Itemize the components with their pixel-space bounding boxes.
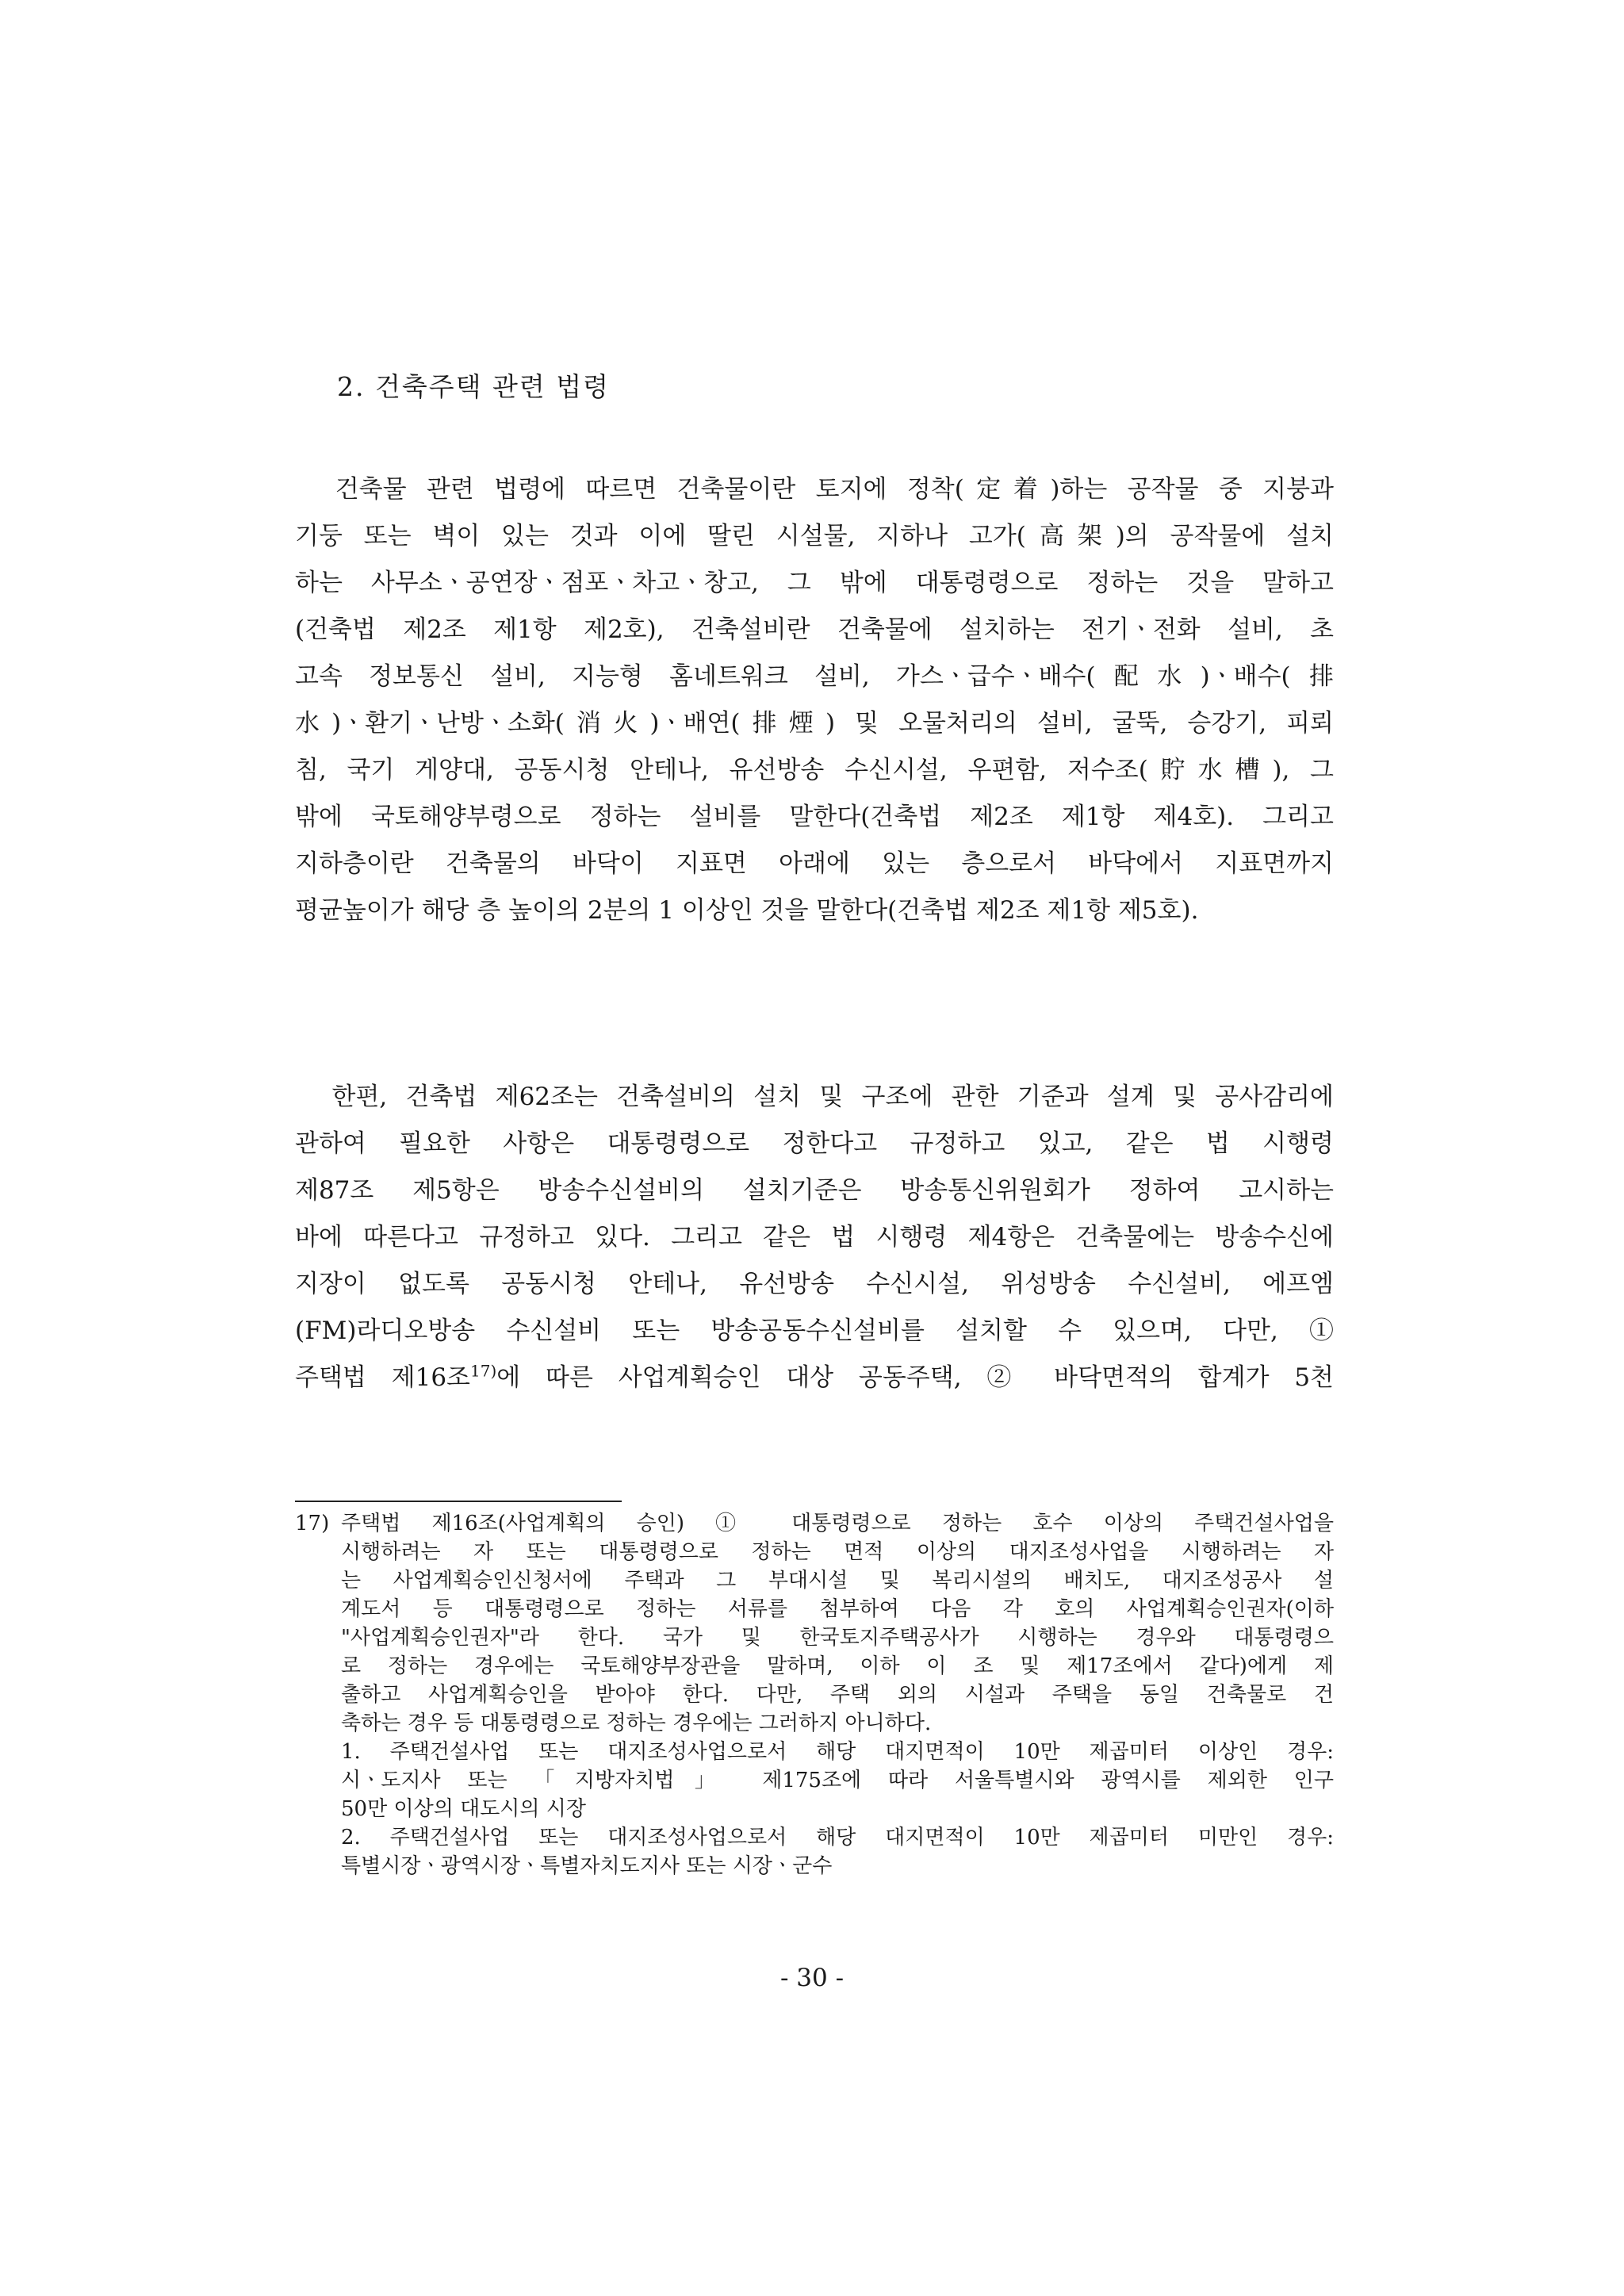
paragraph-line: 건축물 관련 법령에 따르면 건축물이란 토지에 정착(定着)하는 공작물 중 지붕과 — [295, 475, 1334, 504]
paragraph-text: 주택법 제16조 — [295, 1363, 470, 1392]
paragraph-line: 하는 사무소ㆍ공연장ㆍ점포ㆍ차고ㆍ창고, 그 밖에 대통령령으로 정하는 것을 말하고 — [295, 569, 1334, 597]
footnote-marker: 17) — [295, 1512, 330, 1535]
footnote-list-item: 2. 주택건설사업 또는 대지조성사업으로서 해당 대지면적이 10만 제곱미터 미만인 경우: — [341, 1826, 1334, 1849]
footnote-line: 계도서 등 대통령령으로 정하는 서류를 첨부하여 다음 각 호의 사업계획승인권자(이하 — [341, 1597, 1334, 1621]
footnote-line — [295, 1509, 1334, 1538]
paragraph-line-with-footnote-ref — [295, 1355, 1334, 1401]
footnote-line: 특별시장ㆍ광역시장ㆍ특별자치도지사 또는 시장ㆍ군수 — [341, 1854, 833, 1878]
footnote-list-item: 1. 주택건설사업 또는 대지조성사업으로서 해당 대지면적이 10만 제곱미터 이상인 경우: — [341, 1740, 1334, 1764]
paragraph-line: 평균높이가 해당 층 높이의 2분의 1 이상인 것을 말한다(건축법 제2조 제1항 제5호). — [295, 896, 1199, 925]
footnote-line: 는 사업계획승인신청서에 주택과 그 부대시설 및 복리시설의 배치도, 대지조성공사 설 — [341, 1569, 1334, 1593]
paragraph-line: 제87조 제5항은 방송수신설비의 설치기준은 방송통신위원회가 정하여 고시하는 — [295, 1176, 1334, 1205]
paragraph-building-definitions — [295, 466, 1334, 934]
paragraph-line: 지하층이란 건축물의 바닥이 지표면 아래에 있는 층으로서 바닥에서 지표면까지 — [295, 849, 1334, 878]
paragraph-line: 침, 국기 게양대, 공동시청 안테나, 유선방송 수신시설, 우편함, 저수조(貯水槽), 그 — [295, 756, 1334, 784]
footnote — [295, 1509, 1334, 1880]
footnote-line: 출하고 사업계획승인을 받아야 한다. 다만, 주택 외의 시설과 주택을 동일 건축물로 건 — [341, 1683, 1334, 1707]
paragraph-broadcast-facilities — [295, 1074, 1334, 1401]
paragraph-line: 고속 정보통신 설비, 지능형 홈네트워크 설비, 가스ㆍ급수ㆍ배수(配水)ㆍ배수(排 — [295, 662, 1334, 691]
paragraph-text: 에 따른 사업계획승인 대상 공동주택, ② 바닥면적의 합계가 5천 — [496, 1363, 1334, 1392]
footnote-separator — [295, 1501, 622, 1502]
paragraph-line: 관하여 필요한 사항은 대통령령으로 정한다고 규정하고 있고, 같은 법 시행령 — [295, 1129, 1334, 1158]
footnote-line: 50만 이상의 대도시의 시장 — [341, 1797, 587, 1821]
footnote-line: "사업계획승인권자"라 한다. 국가 및 한국토지주택공사가 시행하는 경우와 대통령령으 — [341, 1626, 1334, 1650]
paragraph-line: 한편, 건축법 제62조는 건축설비의 설치 및 구조에 관한 기준과 설계 및 공사감리에 — [295, 1083, 1334, 1111]
paragraph-line: (FM)라디오방송 수신설비 또는 방송공동수신설비를 설치할 수 있으며, 다만, ① — [295, 1317, 1334, 1345]
footnote-text: 주택법 제16조(사업계획의 승인) ① 대통령령으로 정하는 호수 이상의 주택건설사업을 — [341, 1512, 1334, 1535]
footnote-reference[interactable]: 17) — [470, 1361, 497, 1381]
footnote-line: 로 정하는 경우에는 국토해양부장관을 말하며, 이하 이 조 및 제17조에서 같다)에게 제 — [341, 1654, 1334, 1678]
paragraph-line: 밖에 국토해양부령으로 정하는 설비를 말한다(건축법 제2조 제1항 제4호). 그리고 — [295, 803, 1334, 831]
footnote-line: 시행하려는 자 또는 대통령령으로 정하는 면적 이상의 대지조성사업을 시행하려는 자 — [341, 1540, 1334, 1564]
paragraph-line: 지장이 없도록 공동시청 안테나, 유선방송 수신시설, 위성방송 수신설비, 에프엠 — [295, 1270, 1334, 1298]
paragraph-line: 바에 따른다고 규정하고 있다. 그리고 같은 법 시행령 제4항은 건축물에는 방송수신에 — [295, 1223, 1334, 1251]
section-heading: 2. 건축주택 관련 법령 — [337, 371, 610, 402]
footnote-line: 시ㆍ도지사 또는 「지방자치법」 제175조에 따라 서울특별시와 광역시를 제외한 인구 — [341, 1769, 1334, 1792]
paragraph-line: 水)ㆍ환기ㆍ난방ㆍ소화(消火)ㆍ배연(排煙) 및 오물처리의 설비, 굴뚝, 승강기, 피뢰 — [295, 709, 1334, 738]
page-number: - 30 - — [779, 1964, 845, 1992]
footnote-line: 축하는 경우 등 대통령령으로 정하는 경우에는 그러하지 아니하다. — [341, 1711, 932, 1735]
paragraph-line: (건축법 제2조 제1항 제2호), 건축설비란 건축물에 설치하는 전기ㆍ전화 설비, 초 — [295, 615, 1334, 644]
paragraph-line: 기둥 또는 벽이 있는 것과 이에 딸린 시설물, 지하나 고가(高架)의 공작물에 설치 — [295, 522, 1334, 550]
